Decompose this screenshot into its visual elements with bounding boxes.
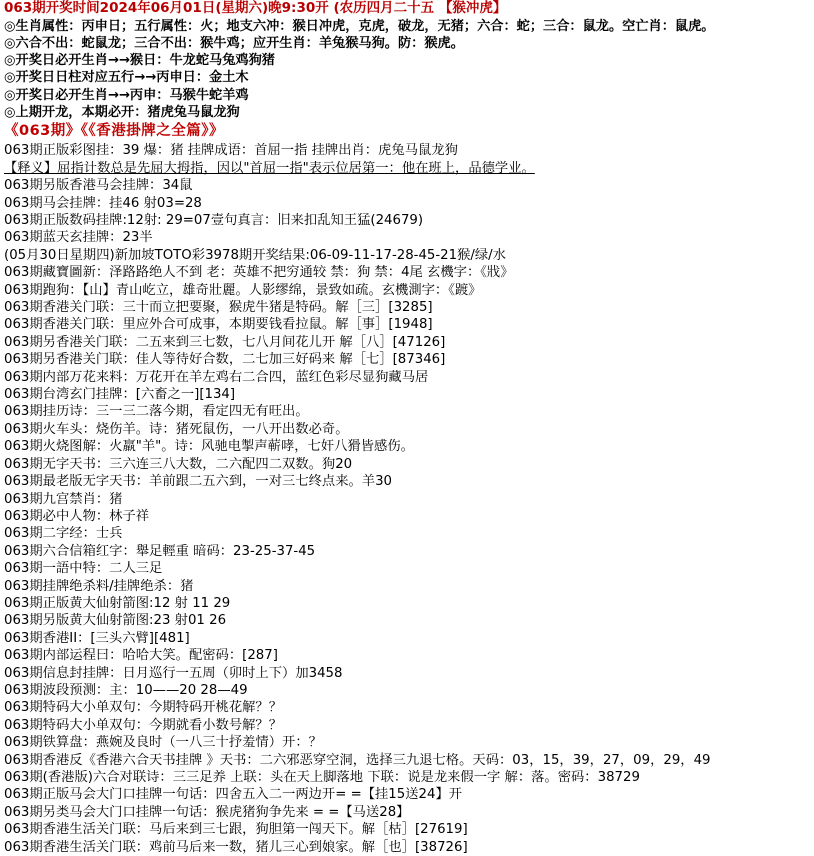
zodiac-attributes-block xyxy=(0,18,814,122)
tip-line: 063期香港生活关门联：鸡前马后来一数，猪儿三心到娘家。解［也］[38726] xyxy=(4,839,468,855)
zodiac-line: ◎上期开龙，本期必开：猪虎兔马鼠龙狗 xyxy=(4,105,240,121)
tip-line: 063期火车头：烧伤羊。诗：猪死鼠伤，一八开出数必奇。 xyxy=(4,421,349,437)
tip-line: 063期香港关门联：三十而立把要聚，猴虎牛猪是特码。解［三］[3285] xyxy=(4,300,433,316)
tip-line: 063期二字经：士兵 xyxy=(4,526,123,542)
document-title: 《063期》《《香港掛牌之全篇》》 xyxy=(4,123,225,140)
tip-line: 063期正版黄大仙射箭图:12 射 11 29 xyxy=(4,595,231,611)
tip-line: 063期无字天书：三六连三八大数，二六配四二双数。狗20 xyxy=(4,456,353,472)
tip-line: 063期另香港关门联：二五来到三七数，七八月间花儿开 解［八］[47126] xyxy=(4,334,446,350)
tip-line: 063期内部万花来料：万花开在羊左鸡右二合四，蓝红色彩尽显狗藏马居 xyxy=(4,369,429,385)
zodiac-line: ◎六合不出：蛇鼠龙；三合不出：猴牛鸡；应开生肖：羊兔猴马狗。防：猴虎。 xyxy=(4,35,464,51)
zodiac-line: ◎开奖日日柱对应五行→→丙申日：金土木 xyxy=(4,70,249,86)
tip-line: 063期九宫禁肖：猪 xyxy=(4,491,123,507)
tip-line: 063期香港反《香港六合天书挂牌 》天书：二六邪恶穿空洞，选择三九退七格。天码：03，15，39，27，09，29，49 xyxy=(4,752,711,768)
tip-line: 063期必中人物：林子祥 xyxy=(4,508,150,524)
zodiac-line: ◎开奖日必开生肖→→丙申：马猴牛蛇羊鸡 xyxy=(4,87,249,103)
tip-line: 063期火烧图解：火羸"羊"。诗：风驰电掣声蕲哮，七奸八猾皆感伤。 xyxy=(4,439,414,455)
tip-line: 063期藏寶圖新：泽路路绝人不到 老：英雄不把穷通较 禁：狗 禁：4尾 玄機字：《戕》 xyxy=(4,265,514,281)
tip-line: 063期波段预测：主：10——20 28—49 xyxy=(4,682,248,698)
tip-line: 063期另版香港马会挂牌：34鼠 xyxy=(4,178,193,194)
tip-line: 063期最老版无字天书：羊前跟二五六到，一对三七终点来。羊30 xyxy=(4,474,393,490)
zodiac-line: ◎开奖日必开生肖→→猴日：牛龙蛇马兔鸡狗猪 xyxy=(4,53,275,69)
tip-line: 063期跑狗：【山】青山屹立，雄奇壯麗。人影缪绵，景致如疏。玄機測字：《踱》 xyxy=(4,282,482,298)
tip-line: 063期香港II：[三头六臂][481] xyxy=(4,630,190,646)
tips-body-block xyxy=(0,142,814,856)
tip-line: 063期台湾玄门挂牌：[六畜之一][134] xyxy=(4,387,236,403)
tip-line: (05月30日星期四)新加坡TOTO彩3978期开奖结果:06-09-11-17-28-45-21猴/绿/水 xyxy=(4,247,506,263)
tip-line: 063期香港生活关门联：马后来到三七跟，狗胆第一闯天下。解［枯］[27619] xyxy=(4,822,468,838)
tip-line: 063期(香港版)六合对联诗：三三足养 上联：头在天上脚落地 下联：说是龙来假一字 解：落。密码：38729 xyxy=(4,770,640,785)
tip-line: 063期一語中特：二人三足 xyxy=(4,561,163,577)
tip-line: 063期正版数码挂牌:12射: 29=07壹句真言：旧来扣乱知王猛(24679) xyxy=(4,213,424,228)
tip-line: 063期特码大小单双句：今期特码开桃花解？？ xyxy=(4,700,283,716)
zodiac-line: ◎生肖属性：丙申日；五行属性：火；地支六冲：猴日冲虎，克虎，破龙，无猪；六合：蛇；三合：鼠龙。空亡肖：鼠虎。 xyxy=(4,18,715,34)
tip-line: 063期另香港关门联：佳人等待好合数，二七加三好码来 解［七］[87346] xyxy=(4,352,446,368)
tip-line: 063期特码大小单双句：今期就看小数号解？？ xyxy=(4,717,283,733)
tip-line: 063期信息封挂牌：日月巡行一五周（卯时上下）加3458 xyxy=(4,665,343,681)
tip-line: 063期六合信箱红字：舉足輕重 暗码：23-25-37-45 xyxy=(4,543,316,559)
tip-line: 063期正版马会大门口挂牌一句话：四舍五入二一两边开= =【挂15送24】开 xyxy=(4,787,463,803)
tip-line: 063期马会挂牌：挂46 射03=28 xyxy=(4,195,202,211)
tip-line: 063期挂牌绝杀料/挂牌绝杀：猪 xyxy=(4,578,194,594)
tip-line: 063期香港关门联：里应外合可成事，本期要钱看拉鼠。解［事］[1948] xyxy=(4,317,433,333)
tip-line: 063期另类马会大门口挂牌一句话：猴虎猪狗争先来 = =【马送28】 xyxy=(4,804,410,820)
tip-line: 063期另版黄大仙射箭图:23 射01 26 xyxy=(4,613,227,629)
tip-line: 063期内部运程曰：哈哈大笑。配密码：[287] xyxy=(4,648,278,664)
draw-time-header: 063期开奖时间2024年06月01日(星期六)晚9:30开 (农历四月二十五 【猴冲虎】 xyxy=(4,0,507,16)
tip-line: 063期正版彩图挂：39 爆：猪 挂牌成语：首屈一指 挂牌出肖：虎兔马鼠龙狗 xyxy=(4,143,458,159)
tip-line: 063期蓝天玄挂牌：23半 xyxy=(4,230,153,246)
tip-line: 063期铁算盘：燕婉及良时（一八三十抒羞情）开：？ xyxy=(4,735,322,751)
tip-line: 【释义】屈指计数总是先屈大拇指，因以"首屈一指"表示位居第一：他在班上，品德学业。 xyxy=(4,160,535,176)
tip-line: 063期挂历诗：三一三二落今期，看定四无有旺出。 xyxy=(4,404,309,420)
